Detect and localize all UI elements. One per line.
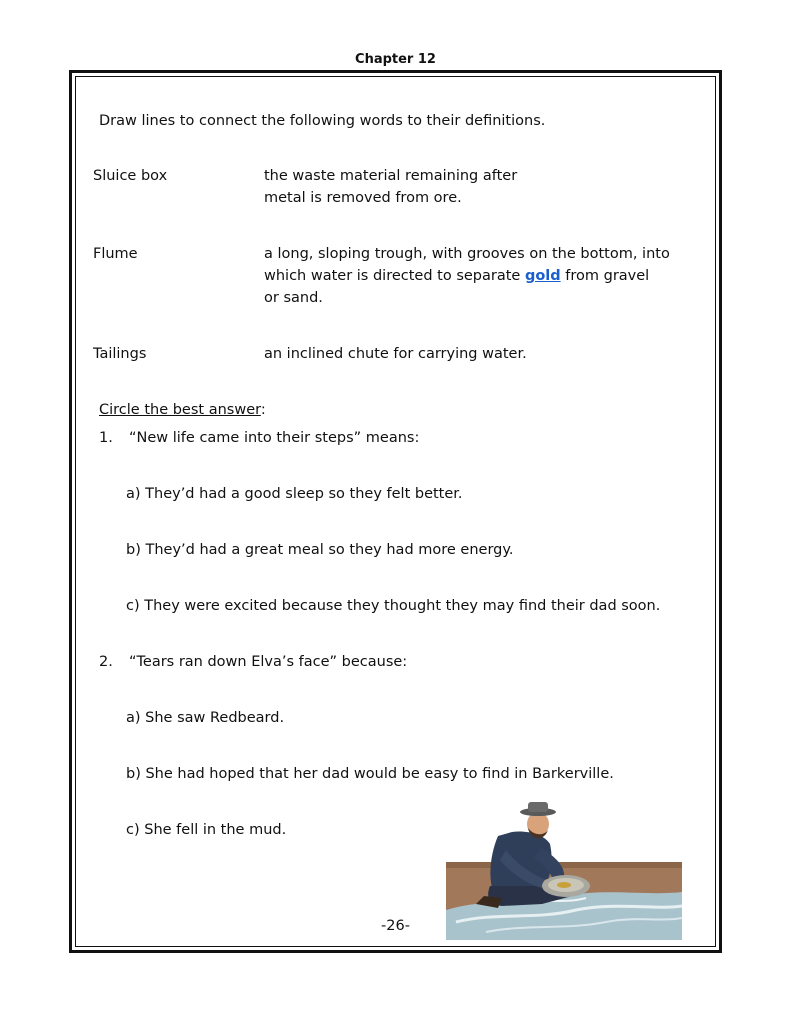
chapter-title: Chapter 12 [355, 52, 436, 67]
question-1-option-b: b) They’d had a great meal so they had more energy. [126, 542, 514, 558]
definition-2-text-pre: which water is directed to separate [264, 268, 525, 284]
question-2-text: “Tears ran down Elva’s face” because: [129, 654, 408, 670]
question-1-number: 1. [99, 430, 113, 446]
definition-3-line-1: an inclined chute for carrying water. [264, 346, 527, 362]
definition-2-line-1: a long, sloping trough, with grooves on the bottom, into [264, 246, 670, 262]
question-2-option-c: c) She fell in the mud. [126, 822, 287, 838]
question-2-number: 2. [99, 654, 113, 670]
question-1-option-a: a) They’d had a good sleep so they felt better. [126, 486, 463, 502]
term-tailings: Tailings [93, 346, 147, 362]
page-number: -26- [381, 918, 410, 934]
question-2-option-b: b) She had hoped that her dad would be easy to find in Barkerville. [126, 766, 614, 782]
gold-link[interactable]: gold [524, 268, 561, 284]
circle-heading-colon: : [260, 402, 266, 418]
question-2-option-a: a) She saw Redbeard. [126, 710, 285, 726]
question-1-text: “New life came into their steps” means: [129, 430, 420, 446]
term-flume: Flume [93, 246, 138, 262]
circle-heading [99, 399, 266, 421]
definition-1-line-2: metal is removed from ore. [264, 190, 462, 206]
matching-instruction: Draw lines to connect the following words to their definitions. [99, 113, 546, 129]
circle-heading-text: Circle the best answer [99, 402, 261, 418]
definition-2-text-post: from gravel [560, 268, 650, 284]
term-sluice-box: Sluice box [93, 168, 168, 184]
question-1-option-c: c) They were excited because they thought they may find their dad soon. [126, 598, 661, 614]
definition-2-line-2 [264, 265, 649, 287]
definition-2-line-3: or sand. [264, 290, 323, 306]
definition-1-line-1: the waste material remaining after [264, 168, 518, 184]
